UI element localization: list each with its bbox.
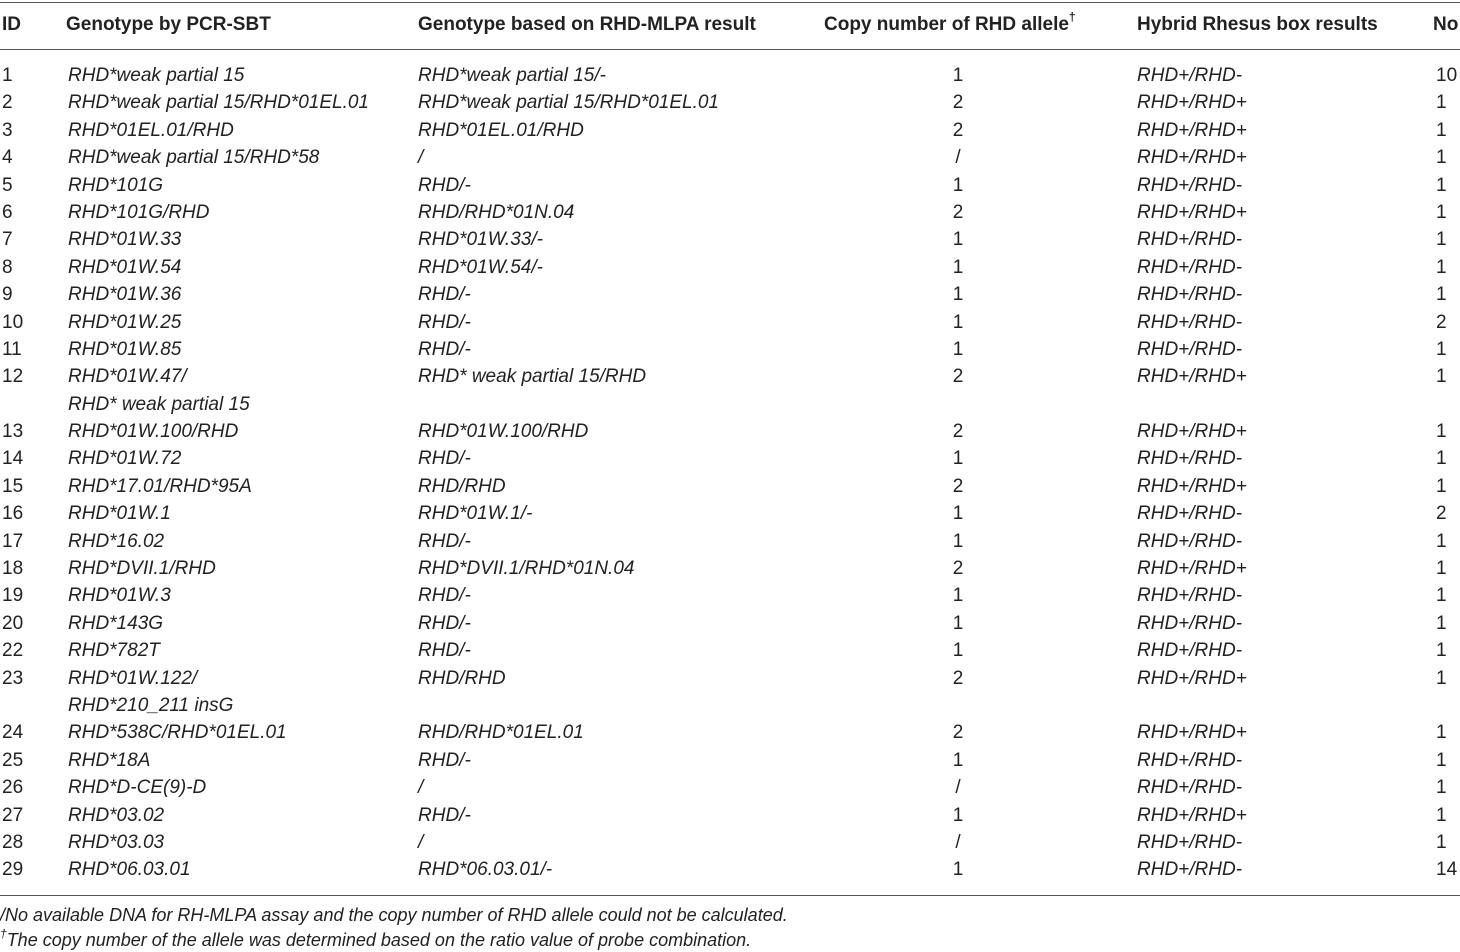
row-genotype-pcr: RHD*101G [68,174,164,196]
table-row [0,89,1460,116]
row-id: 18 [2,558,24,580]
row-genotype-mlpa: RHD*01W.100/RHD [418,421,589,443]
row-copy-number: 1 [952,448,964,470]
row-no: 14 [1436,859,1458,881]
header-genotype-mlpa: Genotype based on RHD-MLPA result [418,14,756,35]
row-no: 1 [1436,804,1447,826]
row-copy-number: 1 [952,174,964,196]
row-hybrid-box: RHD+/RHD- [1137,338,1243,360]
row-id: 5 [2,174,13,196]
row-no: 1 [1436,777,1447,799]
row-no: 1 [1436,640,1447,662]
row-no: 1 [1436,229,1447,251]
row-genotype-pcr: RHD*01W.36 [68,284,182,306]
header-genotype-pcr: Genotype by PCR-SBT [66,14,271,35]
dagger-mark: † [1068,10,1076,24]
row-genotype-mlpa: RHD*weak partial 15/- [418,65,606,86]
row-genotype-mlpa: / [418,147,424,169]
row-genotype-mlpa: RHD/RHD [418,475,506,497]
row-no: 1 [1436,749,1447,771]
row-id: 23 [2,667,24,689]
footnote-copy-number [0,927,752,951]
table-row [0,226,1460,253]
row-genotype-mlpa: RHD/RHD*01EL.01 [418,722,584,744]
row-hybrid-box: RHD+/RHD+ [1137,475,1247,497]
row-copy-number: 1 [952,749,964,771]
row-genotype-pcr: RHD*01W.72 [68,448,182,470]
table-row [0,473,1460,500]
row-id: 19 [2,585,24,607]
row-hybrid-box: RHD+/RHD- [1137,65,1243,86]
row-no: 1 [1436,366,1447,388]
row-copy-number: 2 [952,201,964,223]
row-copy-number: 1 [952,585,964,607]
table-row [0,500,1460,527]
row-genotype-pcr: RHD*weak partial 15/RHD*58 [68,147,320,169]
row-id: 20 [2,612,24,634]
row-genotype-pcr-line2: RHD* weak partial 15 [68,393,250,415]
row-hybrid-box: RHD+/RHD+ [1137,119,1247,141]
row-id: 1 [2,65,13,86]
row-id: 25 [2,749,24,771]
row-hybrid-box: RHD+/RHD- [1137,612,1243,634]
row-genotype-mlpa: RHD/- [418,530,471,552]
header-copy-number-label: Copy number of RHD allele [824,14,1069,35]
row-id: 11 [2,338,22,360]
row-hybrid-box: RHD+/RHD- [1137,448,1243,470]
row-hybrid-box: RHD+/RHD- [1137,749,1243,771]
row-no: 1 [1436,174,1447,196]
row-copy-number: 1 [952,503,964,525]
row-no: 1 [1436,256,1447,278]
row-hybrid-box: RHD+/RHD- [1137,831,1243,853]
row-id: 14 [2,448,24,470]
table-row [0,336,1460,363]
row-genotype-pcr: RHD*01W.33 [68,229,182,251]
row-copy-number: 2 [952,119,964,141]
footnote-no-dna: /No available DNA for RH-MLPA assay and the copy number of RHD allele could not be calculated. [0,905,788,925]
row-no: 2 [1436,311,1447,333]
row-id: 29 [2,859,24,881]
row-id: 15 [2,475,24,497]
row-genotype-pcr: RHD*17.01/RHD*95A [68,475,252,497]
row-genotype-pcr: RHD*01W.25 [68,311,182,333]
table-row [0,802,1460,829]
row-genotype-pcr [68,665,233,720]
header-hybrid-box: Hybrid Rhesus box results [1137,14,1378,35]
row-genotype-mlpa: RHD/RHD [418,667,506,689]
row-no: 2 [1436,503,1447,525]
row-no: 1 [1436,475,1447,497]
row-no: 1 [1436,92,1447,114]
row-no: 1 [1436,722,1447,744]
header-id: ID [2,14,21,35]
footnote-dagger: † [0,927,7,941]
row-genotype-mlpa: / [418,777,424,799]
row-genotype-pcr-line2: RHD*210_211 insG [68,695,234,717]
row-copy-number: 2 [952,722,964,744]
row-genotype-pcr: RHD*01W.100/RHD [68,421,239,443]
row-genotype-pcr: RHD*weak partial 15 [68,65,245,86]
row-copy-number: 1 [952,229,964,251]
row-copy-number: 1 [952,530,964,552]
row-hybrid-box: RHD+/RHD- [1137,640,1243,662]
row-genotype-mlpa: RHD*01W.33/- [418,229,543,251]
row-copy-number: 2 [952,92,964,114]
row-genotype-mlpa: RHD/- [418,612,471,634]
row-hybrid-box: RHD+/RHD- [1137,859,1243,881]
row-copy-number: / [955,831,961,853]
table-row [0,582,1460,609]
row-id: 4 [2,147,13,169]
table-row [0,665,1460,720]
row-copy-number: 1 [952,859,964,881]
row-genotype-pcr [68,363,250,418]
row-hybrid-box: RHD+/RHD- [1137,229,1243,251]
row-copy-number: 2 [952,475,964,497]
table-row [0,172,1460,199]
row-genotype-mlpa: RHD/- [418,585,471,607]
row-genotype-pcr: RHD*01W.85 [68,338,182,360]
row-hybrid-box: RHD+/RHD- [1137,503,1243,525]
row-copy-number: 1 [952,612,964,634]
row-no: 1 [1436,421,1447,443]
table-row [0,281,1460,308]
row-no: 1 [1436,119,1447,141]
row-genotype-pcr: RHD*143G [68,612,164,634]
row-copy-number: 2 [952,667,964,689]
row-copy-number: 1 [952,256,964,278]
row-genotype-mlpa: RHD/- [418,448,471,470]
row-genotype-pcr: RHD*01EL.01/RHD [68,119,234,141]
row-copy-number: 1 [952,311,964,333]
table-body [0,62,1460,884]
row-genotype-pcr: RHD*06.03.01 [68,859,191,881]
table-row [0,774,1460,801]
row-genotype-mlpa: RHD*DVII.1/RHD*01N.04 [418,558,635,580]
header-rule [0,49,1460,50]
row-id: 22 [2,640,24,662]
row-hybrid-box: RHD+/RHD+ [1137,201,1247,223]
row-genotype-pcr: RHD*538C/RHD*01EL.01 [68,722,287,744]
row-id: 7 [2,229,13,251]
row-copy-number: 1 [952,804,964,826]
row-genotype-pcr: RHD*D-CE(9)-D [68,777,207,799]
row-genotype-pcr: RHD*16.02 [68,530,165,552]
table-row [0,254,1460,281]
row-copy-number: / [955,777,961,799]
row-id: 6 [2,201,13,223]
row-id: 16 [2,503,24,525]
table-bottom-rule [0,895,1460,896]
table-row [0,117,1460,144]
table-row [0,856,1460,883]
table-row [0,199,1460,226]
row-genotype-mlpa: RHD*01W.1/- [418,503,533,525]
row-genotype-mlpa: RHD/- [418,311,471,333]
table-row [0,528,1460,555]
table-row [0,555,1460,582]
row-no: 1 [1436,338,1447,360]
row-genotype-pcr: RHD*weak partial 15/RHD*01EL.01 [68,92,369,114]
row-copy-number: 2 [952,366,964,388]
table-row [0,445,1460,472]
row-genotype-mlpa: / [418,831,424,853]
row-hybrid-box: RHD+/RHD+ [1137,558,1247,580]
row-genotype-pcr: RHD*03.02 [68,804,165,826]
row-genotype-pcr-line1: RHD*01W.47/ [68,366,187,388]
row-no: 1 [1436,284,1447,306]
row-genotype-pcr: RHD*18A [68,749,151,771]
row-id: 2 [2,92,13,114]
row-no: 1 [1436,831,1447,853]
row-no: 1 [1436,201,1447,223]
table-row [0,747,1460,774]
row-genotype-pcr: RHD*01W.54 [68,256,182,278]
row-no: 1 [1436,667,1447,689]
row-hybrid-box: RHD+/RHD+ [1137,421,1247,443]
row-copy-number: 2 [952,558,964,580]
row-hybrid-box: RHD+/RHD+ [1137,92,1247,114]
row-no: 10 [1436,65,1458,86]
row-id: 9 [2,284,13,306]
row-copy-number: 2 [952,421,964,443]
row-hybrid-box: RHD+/RHD+ [1137,667,1247,689]
row-id: 17 [2,530,24,552]
row-genotype-mlpa: RHD*01W.54/- [418,256,543,278]
row-id: 27 [2,804,24,826]
row-genotype-pcr: RHD*101G/RHD [68,201,210,223]
footnote-copy-number-text: The copy number of the allele was determined based on the ratio value of probe combination. [6,930,752,950]
row-copy-number: 1 [952,640,964,662]
row-no: 1 [1436,558,1447,580]
row-id: 28 [2,831,24,853]
row-no: 1 [1436,530,1447,552]
row-hybrid-box: RHD+/RHD+ [1137,366,1247,388]
row-genotype-mlpa: RHD/- [418,338,471,360]
row-id: 8 [2,256,13,278]
row-copy-number: 1 [952,65,964,86]
table-row [0,829,1460,856]
row-id: 12 [2,366,24,388]
row-genotype-pcr: RHD*01W.3 [68,585,171,607]
table-row [0,363,1460,418]
row-hybrid-box: RHD+/RHD- [1137,174,1243,196]
row-genotype-mlpa: RHD*weak partial 15/RHD*01EL.01 [418,92,719,114]
row-hybrid-box: RHD+/RHD+ [1137,804,1247,826]
header-copy-number [824,0,1076,50]
row-genotype-mlpa: RHD/- [418,640,471,662]
row-hybrid-box: RHD+/RHD- [1137,777,1243,799]
row-genotype-mlpa: RHD/RHD*01N.04 [418,201,575,223]
row-id: 24 [2,722,24,744]
table-row [0,719,1460,746]
table-row [0,309,1460,336]
row-genotype-mlpa: RHD/- [418,749,471,771]
row-hybrid-box: RHD+/RHD- [1137,585,1243,607]
row-id: 10 [2,311,24,333]
row-id: 26 [2,777,24,799]
header-no: No [1433,14,1459,35]
row-copy-number: 1 [952,284,964,306]
row-genotype-mlpa: RHD* weak partial 15/RHD [418,366,647,388]
row-genotype-mlpa: RHD/- [418,284,471,306]
row-genotype-mlpa: RHD*01EL.01/RHD [418,119,584,141]
row-hybrid-box: RHD+/RHD- [1137,256,1243,278]
row-hybrid-box: RHD+/RHD+ [1137,147,1247,169]
row-genotype-pcr: RHD*DVII.1/RHD [68,558,216,580]
row-genotype-mlpa: RHD/- [418,804,471,826]
row-no: 1 [1436,612,1447,634]
table-row [0,610,1460,637]
row-genotype-mlpa: RHD*06.03.01/- [418,859,553,881]
table-row [0,637,1460,664]
table-row [0,62,1460,89]
row-id: 13 [2,421,24,443]
row-no: 1 [1436,147,1447,169]
row-genotype-mlpa: RHD/- [418,174,471,196]
row-no: 1 [1436,585,1447,607]
row-copy-number: / [955,147,961,169]
row-genotype-pcr: RHD*03.03 [68,831,165,853]
row-hybrid-box: RHD+/RHD+ [1137,722,1247,744]
row-id: 3 [2,119,13,141]
row-no: 1 [1436,448,1447,470]
row-genotype-pcr: RHD*01W.1 [68,503,171,525]
row-copy-number: 1 [952,338,964,360]
row-genotype-pcr: RHD*782T [68,640,160,662]
table-row [0,144,1460,171]
row-hybrid-box: RHD+/RHD- [1137,530,1243,552]
table-row [0,418,1460,445]
row-hybrid-box: RHD+/RHD- [1137,311,1243,333]
row-hybrid-box: RHD+/RHD- [1137,284,1243,306]
row-genotype-pcr-line1: RHD*01W.122/ [68,667,198,689]
